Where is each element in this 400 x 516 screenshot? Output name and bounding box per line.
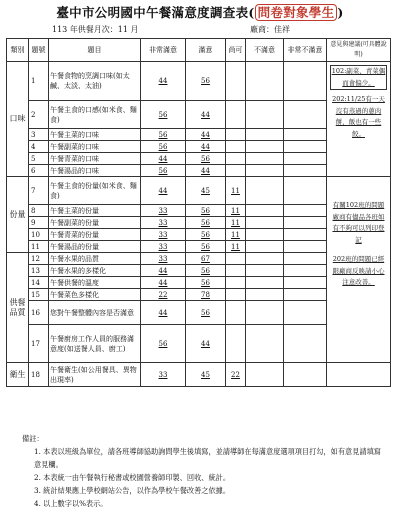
acceptable-value: 11: [226, 205, 246, 217]
remark-202-supply: 202班的問題已經跟廠商反映請小心注意改善。: [332, 255, 385, 286]
acceptable-value: [226, 301, 246, 325]
satisfied-value: 56: [186, 205, 226, 217]
item-text: 午餐衛生(如公用餐具、異物出現率): [49, 363, 141, 387]
category-supply-quality: 供餐品質: [7, 253, 29, 363]
dissatisfied-value: [246, 229, 284, 241]
item-text: 午餐主菜的份量: [49, 205, 141, 217]
item-no: 9: [29, 217, 49, 229]
title-highlight: 問卷對象學生: [255, 4, 338, 21]
title-prefix: 臺中市公明國中午餐滿意度調查表(: [56, 5, 255, 20]
header-category: 類別: [7, 39, 29, 62]
header-dissatisfied: 不滿意: [246, 39, 284, 62]
item-text: 午餐主菜的口味: [49, 129, 141, 141]
notes-heading: 備註：: [22, 434, 44, 443]
satisfied-value: 56: [186, 153, 226, 165]
very-satisfied-value: 33: [141, 217, 186, 229]
very-satisfied-value: 44: [141, 265, 186, 277]
survey-table: [6, 38, 391, 387]
very-satisfied-value: 56: [141, 165, 186, 177]
item-no: 15: [29, 289, 49, 301]
very-satisfied-value: 33: [141, 253, 186, 265]
dissatisfied-value: [246, 363, 284, 387]
header-very-satisfied: 非常滿意: [141, 39, 186, 62]
very-dissatisfied-value: [284, 277, 327, 289]
item-text: 午餐廚房工作人員的服務滿意度(如送餐人員、廚工): [49, 325, 141, 363]
very-satisfied-value: 33: [141, 205, 186, 217]
acceptable-value: [226, 62, 246, 101]
table-row: [7, 177, 391, 205]
item-no: 11: [29, 241, 49, 253]
acceptable-value: [226, 253, 246, 265]
item-text: 午餐副菜的口味: [49, 141, 141, 153]
notes-section: [22, 432, 382, 510]
acceptable-value: [226, 165, 246, 177]
very-satisfied-value: 33: [141, 229, 186, 241]
table-row: [7, 62, 391, 101]
very-dissatisfied-value: [284, 177, 327, 205]
acceptable-value: 11: [226, 241, 246, 253]
very-dissatisfied-value: [284, 325, 327, 363]
satisfied-value: 56: [186, 301, 226, 325]
very-satisfied-value: 56: [141, 325, 186, 363]
remark-102-portion: 有關102班的問題廠商有儘品各班如有不夠可以列印登記: [332, 201, 385, 244]
very-satisfied-value: 22: [141, 289, 186, 301]
very-dissatisfied-value: [284, 101, 327, 129]
header-remarks: 意見與建議(可具體說明): [327, 39, 391, 62]
satisfied-value: 56: [186, 265, 226, 277]
very-dissatisfied-value: [284, 217, 327, 229]
dissatisfied-value: [246, 62, 284, 101]
acceptable-value: [226, 153, 246, 165]
dissatisfied-value: [246, 325, 284, 363]
item-text: 午餐供餐的溫度: [49, 277, 141, 289]
acceptable-value: 11: [226, 217, 246, 229]
header-item: 題目: [49, 39, 141, 62]
dissatisfied-value: [246, 205, 284, 217]
very-dissatisfied-value: [284, 153, 327, 165]
dissatisfied-value: [246, 129, 284, 141]
very-satisfied-value: 44: [141, 277, 186, 289]
dissatisfied-value: [246, 153, 284, 165]
category-hygiene: 衛生: [7, 363, 29, 387]
very-dissatisfied-value: [284, 265, 327, 277]
item-no: 6: [29, 165, 49, 177]
satisfied-value: 56: [186, 241, 226, 253]
acceptable-value: [226, 265, 246, 277]
item-text: 午餐青菜的口味: [49, 153, 141, 165]
header-very-dissatisfied: 非常不滿意: [284, 39, 327, 62]
header-acceptable: 尚可: [226, 39, 246, 62]
very-dissatisfied-value: [284, 363, 327, 387]
acceptable-value: 22: [226, 363, 246, 387]
item-text: 您對午餐整體內容是否滿意: [49, 301, 141, 325]
very-satisfied-value: 44: [141, 62, 186, 101]
very-dissatisfied-value: [284, 205, 327, 217]
very-dissatisfied-value: [284, 129, 327, 141]
satisfied-value: 78: [186, 289, 226, 301]
category-taste: 口味: [7, 62, 29, 177]
item-no: 5: [29, 153, 49, 165]
dissatisfied-value: [246, 265, 284, 277]
vendor-label: 廠商：佳祥: [250, 25, 290, 34]
item-text: 午餐青菜的份量: [49, 229, 141, 241]
very-dissatisfied-value: [284, 301, 327, 325]
item-text: 午餐水果的多樣化: [49, 265, 141, 277]
satisfied-value: 44: [186, 141, 226, 153]
meal-month-label: 113 年供餐月次：11 月: [52, 25, 139, 34]
very-satisfied-value: 44: [141, 177, 186, 205]
dissatisfied-value: [246, 177, 284, 205]
very-satisfied-value: 33: [141, 241, 186, 253]
remarks-portion-supply: [327, 177, 391, 363]
item-no: 13: [29, 265, 49, 277]
very-dissatisfied-value: [284, 289, 327, 301]
very-dissatisfied-value: [284, 253, 327, 265]
header-satisfied: 滿意: [186, 39, 226, 62]
dissatisfied-value: [246, 289, 284, 301]
acceptable-value: [226, 101, 246, 129]
satisfied-value: 56: [186, 62, 226, 101]
item-no: 7: [29, 177, 49, 205]
item-no: 17: [29, 325, 49, 363]
item-no: 10: [29, 229, 49, 241]
very-dissatisfied-value: [284, 141, 327, 153]
dissatisfied-value: [246, 101, 284, 129]
satisfied-value: 45: [186, 363, 226, 387]
remarks-hygiene: [327, 363, 391, 387]
item-text: 午餐食物的烹調口味(如太鹹、太淡、太油): [49, 62, 141, 101]
very-satisfied-value: 56: [141, 101, 186, 129]
acceptable-value: [226, 277, 246, 289]
item-text: 午餐水果的品質: [49, 253, 141, 265]
note-item: 4. 以上數字以%表示。: [34, 499, 108, 508]
very-satisfied-value: 44: [141, 153, 186, 165]
satisfied-value: 67: [186, 253, 226, 265]
very-dissatisfied-value: [284, 165, 327, 177]
dissatisfied-value: [246, 301, 284, 325]
item-no: 4: [29, 141, 49, 153]
very-satisfied-value: 56: [141, 141, 186, 153]
dissatisfied-value: [246, 165, 284, 177]
satisfied-value: 44: [186, 165, 226, 177]
dissatisfied-value: [246, 277, 284, 289]
very-satisfied-value: 56: [141, 129, 186, 141]
item-text: 午餐湯品的份量: [49, 241, 141, 253]
dissatisfied-value: [246, 241, 284, 253]
table-header-row: [7, 39, 391, 62]
note-item: 2. 本表統一由午餐執行秘書或校園營養師印製、回收、統計。: [34, 473, 231, 482]
acceptable-value: [226, 289, 246, 301]
satisfied-value: 56: [186, 217, 226, 229]
item-text: 午餐菜色多樣化: [49, 289, 141, 301]
acceptable-value: [226, 141, 246, 153]
very-dissatisfied-value: [284, 62, 327, 101]
header-item-no: 題號: [29, 39, 49, 62]
dissatisfied-value: [246, 217, 284, 229]
acceptable-value: [226, 325, 246, 363]
remark-202: 202:11/25有一天沒有蒸過的蔥肉餅，飯也有一些餃。: [332, 95, 385, 138]
item-text: 午餐主食的口感(如米食、麵食): [49, 101, 141, 129]
item-text: 午餐湯品的口味: [49, 165, 141, 177]
item-no: 14: [29, 277, 49, 289]
satisfied-value: 44: [186, 325, 226, 363]
item-no: 2: [29, 101, 49, 129]
item-no: 8: [29, 205, 49, 217]
item-no: 12: [29, 253, 49, 265]
note-item: 1. 本表以班級為單位，請各班導師協助詢問學生後填寫，並請導師在每滿意度選項項目打勾，如有意見請填寫意見欄。: [34, 447, 381, 469]
table-row: [7, 363, 391, 387]
note-item: 3. 統計結果應上學校網站公告，以作為學校午餐改善之依據。: [34, 486, 231, 495]
remarks-taste: [327, 62, 391, 177]
satisfied-value: 56: [186, 229, 226, 241]
acceptable-value: 11: [226, 229, 246, 241]
dissatisfied-value: [246, 253, 284, 265]
remark-102: 102:副菜、青菜偶而會偏少。: [330, 65, 387, 90]
item-no: 18: [29, 363, 49, 387]
acceptable-value: 11: [226, 177, 246, 205]
dissatisfied-value: [246, 141, 284, 153]
satisfied-value: 56: [186, 277, 226, 289]
very-dissatisfied-value: [284, 229, 327, 241]
item-text: 午餐主食的份量(如米食、麵食): [49, 177, 141, 205]
title-suffix: ): [337, 5, 344, 20]
satisfied-value: 44: [186, 101, 226, 129]
item-no: 1: [29, 62, 49, 101]
very-satisfied-value: 33: [141, 363, 186, 387]
very-dissatisfied-value: [284, 241, 327, 253]
item-no: 16: [29, 301, 49, 325]
satisfied-value: 45: [186, 177, 226, 205]
very-satisfied-value: 44: [141, 301, 186, 325]
survey-title: [0, 3, 400, 21]
category-portion: 份量: [7, 177, 29, 253]
item-no: 3: [29, 129, 49, 141]
item-text: 午餐副菜的份量: [49, 217, 141, 229]
satisfied-value: 44: [186, 129, 226, 141]
acceptable-value: [226, 129, 246, 141]
